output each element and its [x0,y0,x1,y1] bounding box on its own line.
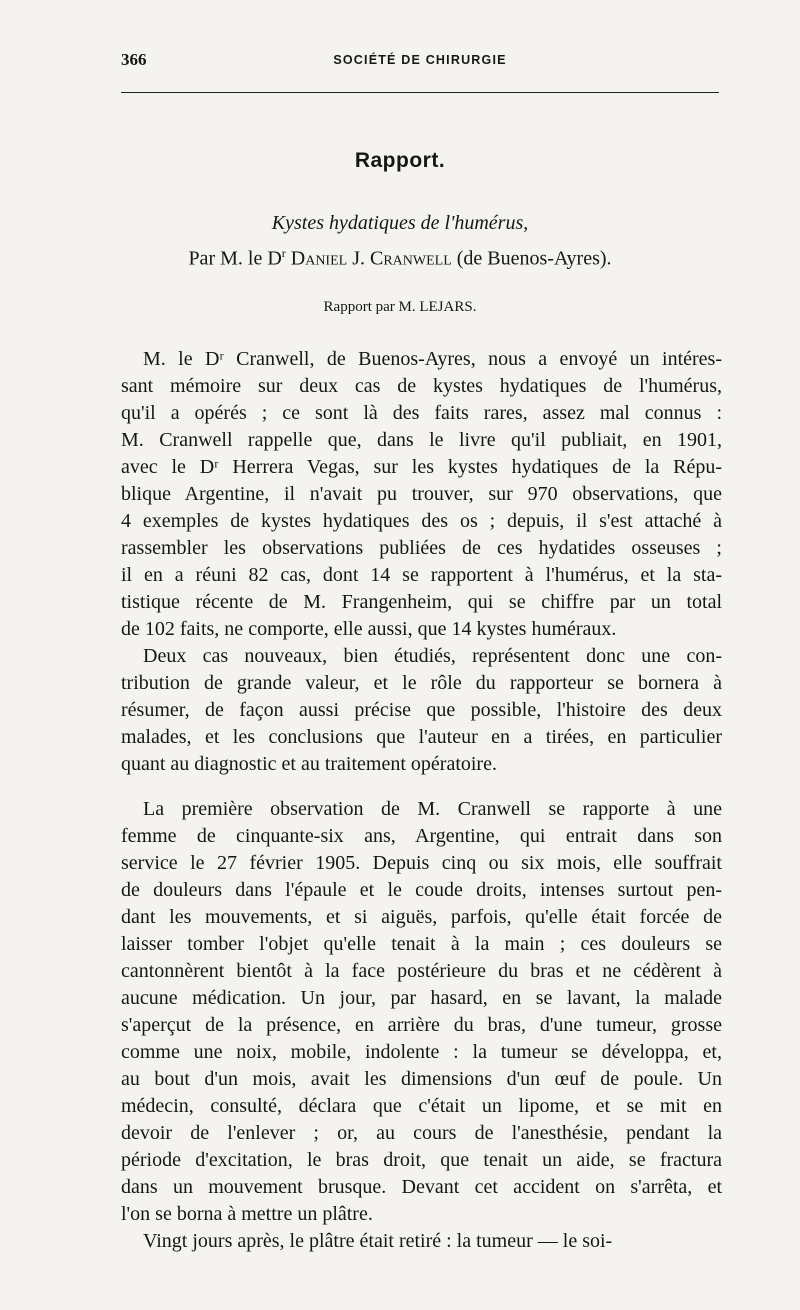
text-line: tistique récente de M. Frangenheim, qui se chiffre par un total [121,591,722,613]
text-line: laisser tomber l'objet qu'elle tenait à la main ; ces douleurs se [121,933,722,955]
text-line: de douleurs dans l'épaule et le coude droits, intenses surtout pen- [121,879,722,901]
text-line: médecin, consulté, déclara que c'était un lipome, et se mit en [121,1095,722,1117]
text-line: s'aperçut de la présence, en arrière du bras, d'une tumeur, grosse [121,1014,722,1036]
text-line: dans un mouvement brusque. Devant cet accident on s'arrêta, et [121,1176,722,1198]
text-line: au bout d'un mois, avait les dimensions d'un œuf de poule. Un [121,1068,722,1090]
text-line: Vingt jours après, le plâtre était retiré : la tumeur — le soi- [143,1230,613,1252]
page-header [121,50,719,72]
text-line: il en a réuni 82 cas, dont 14 se rapportent à l'humérus, et la sta- [121,564,722,586]
text-line: de 102 faits, ne comporte, elle aussi, que 14 kystes huméraux. [121,618,617,640]
text-line: résumer, de façon aussi précise que possible, l'histoire des deux [121,699,722,721]
text-line: La première observation de M. Cranwell se rapporte à une [143,798,722,820]
text-line: Deux cas nouveaux, bien étudiés, représentent donc une con- [143,645,722,667]
text-line: M. Cranwell rappelle que, dans le livre qu'il publiait, en 1901, [121,429,722,451]
section-title: Rapport. [354,149,446,172]
paragraph [121,643,722,778]
paragraph [121,346,722,643]
text-line: cantonnèrent bientôt à la face postérieure du bras et ne cédèrent à [121,960,722,982]
text-line: malades, et les conclusions que l'auteur en a tirées, en particulier [121,726,722,748]
body-text [121,346,722,1255]
author-prefix: Par M. le D [188,247,282,270]
page-number: 366 [121,50,147,69]
text-line: M. le Dʳ Cranwell, de Buenos-Ayres, nous a envoyé un intéres- [143,348,722,370]
text-line: 4 exemples de kystes hydatiques des os ; depuis, il s'est attaché à [121,510,722,532]
rapporteur-line: Rapport par M. LEJARS. [323,299,477,315]
text-line: dant les mouvements, et si aiguës, parfois, qu'elle était forcée de [121,906,722,928]
text-line: rassembler les observations publiées de ces hydatides osseuses ; [121,537,722,559]
text-line: aucune médication. Un jour, par hasard, en se lavant, la malade [121,987,722,1009]
text-line: période d'excitation, le bras droit, que tenait un aide, se fractura [121,1149,722,1171]
paragraph [121,796,722,1228]
text-line: avec le Dʳ Herrera Vegas, sur les kystes hydatiques de la Répu- [121,456,722,478]
text-line: service le 27 février 1905. Depuis cinq ou six mois, elle souffrait [121,852,722,874]
text-line: quant au diagnostic et au traitement opératoire. [121,753,497,775]
author-suffix: (de Buenos-Ayres). [456,247,612,270]
text-line: l'on se borna à mettre un plâtre. [121,1203,373,1225]
author-name: Daniel J. Cranwell [290,247,452,270]
paragraph [121,1228,722,1255]
text-line: devoir de l'enlever ; or, au cours de l'anesthésie, pendant la [121,1122,722,1144]
text-line: qu'il a opérés ; ce sont là des faits rares, assez mal connus : [121,402,722,424]
paragraph-gap [121,778,722,796]
text-line: tribution de grande valeur, et le rôle du rapporteur se bornera à [121,672,722,694]
author-sup: r [281,246,286,260]
author-line [0,246,800,271]
text-line: sant mémoire sur deux cas de kystes hydatiques de l'humérus, [121,375,722,397]
header-rule [121,92,719,93]
text-line: comme une noix, mobile, indolente : la tumeur se développa, et, [121,1041,722,1063]
text-line: blique Argentine, il n'avait pu trouver, sur 970 observations, que [121,483,722,505]
text-line: femme de cinquante-six ans, Argentine, qui entrait dans son [121,825,722,847]
running-title: SOCIÉTÉ DE CHIRURGIE [333,53,507,67]
article-subtitle: Kystes hydatiques de l'humérus, [271,212,529,234]
